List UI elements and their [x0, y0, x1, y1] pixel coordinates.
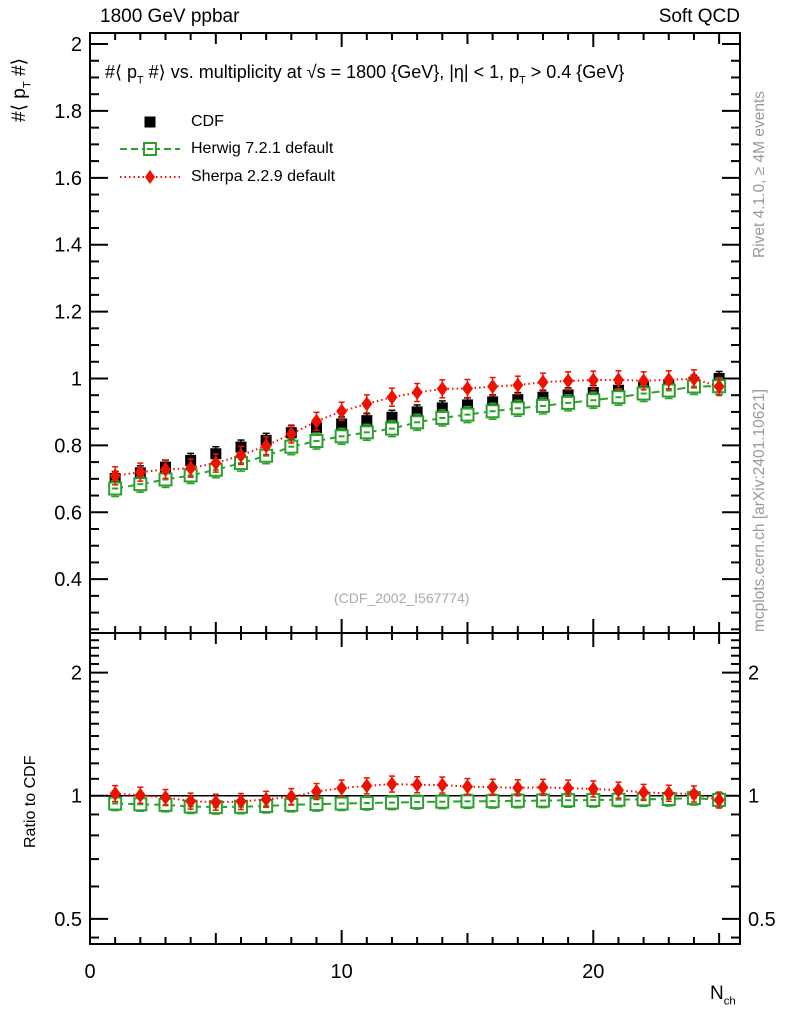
rivet-version-text: Rivet 4.1.0, ≥ 4M events	[751, 90, 768, 258]
y-tick-label: 1.4	[54, 234, 82, 257]
legend-item-herwig	[118, 136, 333, 162]
text-segment: T	[21, 81, 34, 89]
sherpa-point	[412, 385, 423, 400]
header-beam-energy	[100, 6, 239, 28]
sherpa-ratio-point	[386, 777, 397, 792]
x-tick-label: 0	[84, 961, 96, 983]
sherpa-ratio-point	[437, 778, 448, 793]
ratio-tick-label: 2	[748, 662, 760, 685]
sherpa-marker-icon	[118, 168, 182, 186]
y-axis-title	[8, 58, 34, 122]
sherpa-point	[386, 390, 397, 405]
legend-label-herwig: Herwig 7.2.1 default	[191, 140, 334, 157]
y-tick-label: 1	[70, 368, 82, 391]
sherpa-ratio-point	[512, 780, 523, 795]
sherpa-point	[512, 378, 523, 393]
ratio-tick-label: 1	[748, 785, 760, 808]
cdf-marker-icon	[118, 113, 182, 131]
ratio-axis-title: Ratio to CDF	[22, 755, 39, 848]
y-tick-label: 1.2	[54, 301, 82, 324]
mcplots-reference-text: mcplots.cern.ch [arXiv:2401.10621]	[751, 389, 768, 632]
cdf-square-glyph	[145, 117, 156, 128]
text-segment: T	[137, 74, 144, 87]
sherpa-point	[588, 373, 599, 388]
sherpa-ratio-point	[412, 777, 423, 792]
sherpa-ratio-point	[537, 780, 548, 795]
legend-label-sherpa: Sherpa 2.2.9 default	[191, 168, 336, 185]
ratio-tick-label: 0.5	[54, 908, 82, 931]
text-segment: > 0.4 {GeV}	[525, 62, 625, 82]
y-tick-label: 2	[70, 34, 82, 57]
sherpa-point	[361, 396, 372, 411]
ratio-tick-label: 0.5	[748, 908, 776, 931]
legend-item-cdf	[118, 109, 224, 135]
main-series-layer	[109, 370, 725, 497]
plot-title-clip	[91, 62, 745, 92]
text-segment: s	[316, 62, 326, 82]
x-tick-label: 20	[582, 961, 605, 983]
text-segment: #⟩ vs. multiplicity at	[143, 62, 307, 82]
text-segment: #⟨ p	[105, 62, 138, 82]
y-tick-label: 0.8	[54, 435, 82, 458]
x-axis-title	[710, 983, 736, 1008]
ratio-tick-label: 2	[70, 662, 82, 685]
sherpa-ratio-point	[462, 779, 473, 794]
ratio-tick-label: 1	[70, 785, 82, 808]
sherpa-point	[487, 379, 498, 394]
text-segment: √	[306, 62, 317, 82]
sherpa-ratio-point	[336, 781, 347, 796]
y-tick-label: 1.6	[54, 167, 82, 190]
sherpa-ratio-point	[361, 778, 372, 793]
text-segment: ch	[723, 995, 736, 1008]
y-tick-label: 1.8	[54, 100, 82, 123]
sherpa-diamond-glyph	[145, 170, 155, 184]
text-segment: = 1800 {GeV}, |η| < 1, p	[325, 62, 520, 82]
legend-item-sherpa	[118, 164, 335, 190]
sherpa-point	[563, 373, 574, 388]
legend-label-cdf: CDF	[191, 113, 224, 130]
sherpa-point	[437, 381, 448, 396]
sherpa-point	[537, 375, 548, 390]
herwig-marker-icon	[118, 140, 182, 158]
x-tick-label: 10	[330, 961, 353, 983]
header-process-group	[659, 6, 740, 28]
text-segment: #⟨ p	[9, 88, 30, 122]
sherpa-point	[336, 404, 347, 419]
header-beam-energy-text: 1800 GeV ppbar	[100, 6, 240, 27]
text-segment: #⟩	[9, 57, 30, 82]
y-tick-label: 0.6	[54, 502, 82, 525]
header-process-group-text: Soft QCD	[658, 6, 740, 27]
plot-title	[105, 62, 624, 86]
text-segment: T	[519, 74, 526, 87]
sherpa-point	[462, 381, 473, 396]
y-tick-label: 0.4	[54, 569, 82, 592]
analysis-id-watermark: (CDF_2002_I567774)	[334, 590, 470, 606]
text-segment: N	[710, 983, 724, 1004]
sherpa-ratio-point	[487, 780, 498, 795]
